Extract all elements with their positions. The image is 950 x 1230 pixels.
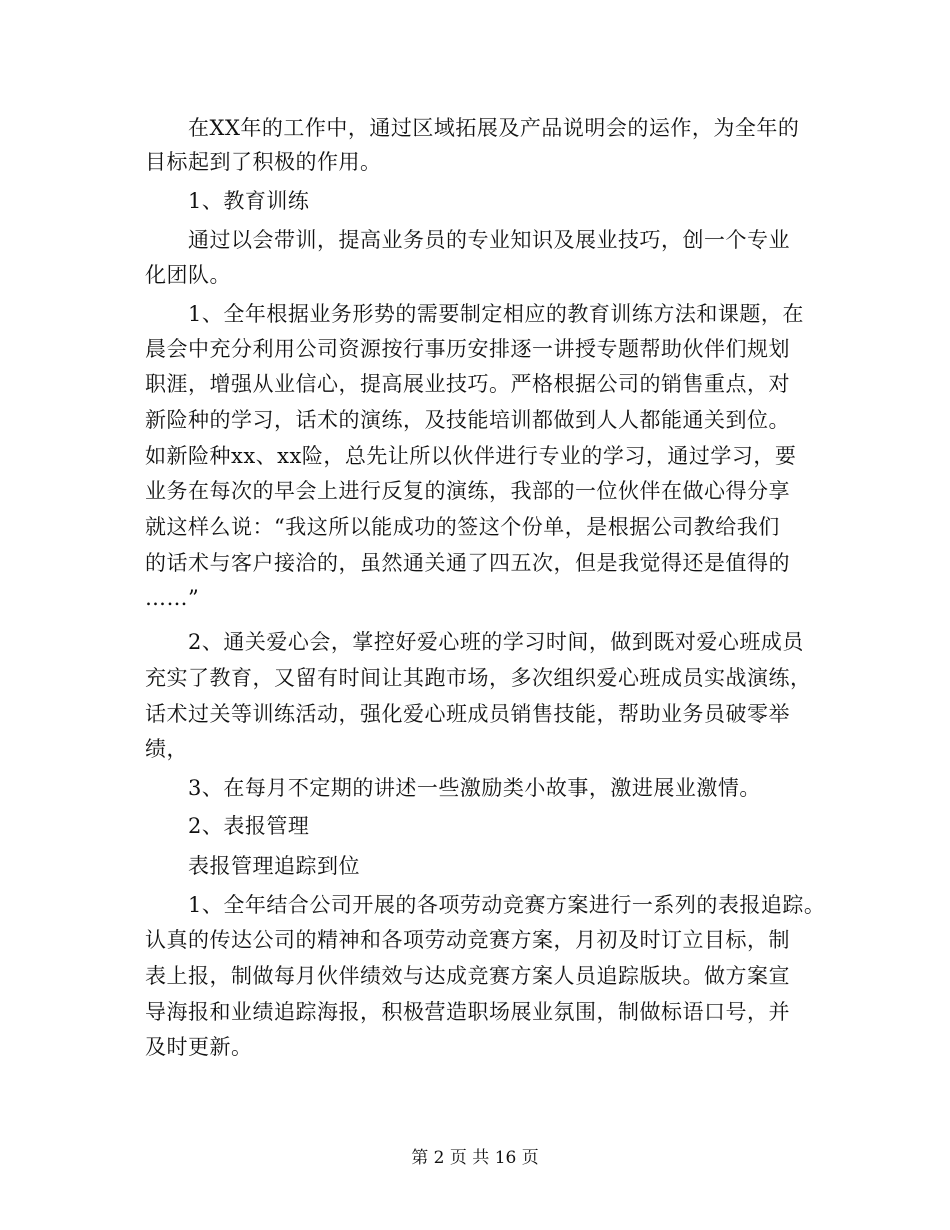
paragraph-line: 表上报，制做每月伙伴绩效与达成竞赛方案人员追踪版块。做方案宣 — [145, 964, 790, 988]
section-heading: 1、教育训练 — [188, 189, 310, 213]
section-heading: 2、表报管理 — [188, 814, 310, 838]
paragraph-line: 在XX年的工作中，通过区域拓展及产品说明会的运作，为全年的 — [188, 116, 800, 140]
paragraph-line: 的话术与客户接洽的，虽然通关通了四五次，但是我觉得还是值得的 — [145, 551, 790, 575]
paragraph-line: 通过以会带训，提高业务员的专业知识及展业技巧，创一个专业 — [188, 228, 790, 252]
paragraph-line: ……” — [145, 586, 200, 610]
paragraph-line: 1、全年结合公司开展的各项劳动竞赛方案进行一系列的表报追踪。 — [188, 893, 826, 917]
paragraph-line: 职涯，增强从业信心，提高展业技巧。严格根据公司的销售重点，对 — [145, 372, 790, 396]
subheading: 表报管理追踪到位 — [188, 854, 360, 878]
paragraph-line: 新险种的学习，话术的演练，及技能培训都做到人人都能通关到位。 — [145, 408, 790, 432]
paragraph-line: 及时更新。 — [145, 1035, 253, 1059]
paragraph-line: 认真的传达公司的精神和各项劳动竞赛方案，月初及时订立目标，制 — [145, 928, 790, 952]
paragraph-line: 话术过关等训练活动，强化爱心班成员销售技能，帮助业务员破零举 — [145, 702, 790, 726]
paragraph-line: 1、全年根据业务形势的需要制定相应的教育训练方法和课题，在 — [188, 302, 804, 326]
paragraph-line: 化团队。 — [145, 263, 231, 287]
paragraph-line: 如新险种xx、xx险，总先让所以伙伴进行专业的学习，通过学习，要 — [145, 444, 797, 468]
paragraph-line: 2、通关爱心会，掌控好爱心班的学习时间，做到既对爱心班成员 — [188, 630, 804, 654]
paragraph-line: 绩， — [145, 737, 188, 761]
paragraph-line: 就这样么说：“我这所以能成功的签这个份单，是根据公司教给我们 — [145, 515, 780, 539]
paragraph-line: 目标起到了积极的作用。 — [145, 150, 382, 174]
page-number-footer: 第 2 页 共 16 页 — [411, 1148, 539, 1168]
paragraph-line: 3、在每月不定期的讲述一些激励类小故事，激进展业激情。 — [188, 776, 761, 800]
paragraph-line: 导海报和业绩追踪海报，积极营造职场展业氛围，制做标语口号，并 — [145, 1000, 790, 1024]
paragraph-line: 业务在每次的早会上进行反复的演练，我部的一位伙伴在做心得分享 — [145, 479, 790, 503]
paragraph-line: 充实了教育，又留有时间让其跑市场，多次组织爱心班成员实战演练， — [145, 666, 812, 690]
paragraph-line: 晨会中充分利用公司资源按行事历安排逐一讲授专题帮助伙伴们规划 — [145, 337, 790, 361]
